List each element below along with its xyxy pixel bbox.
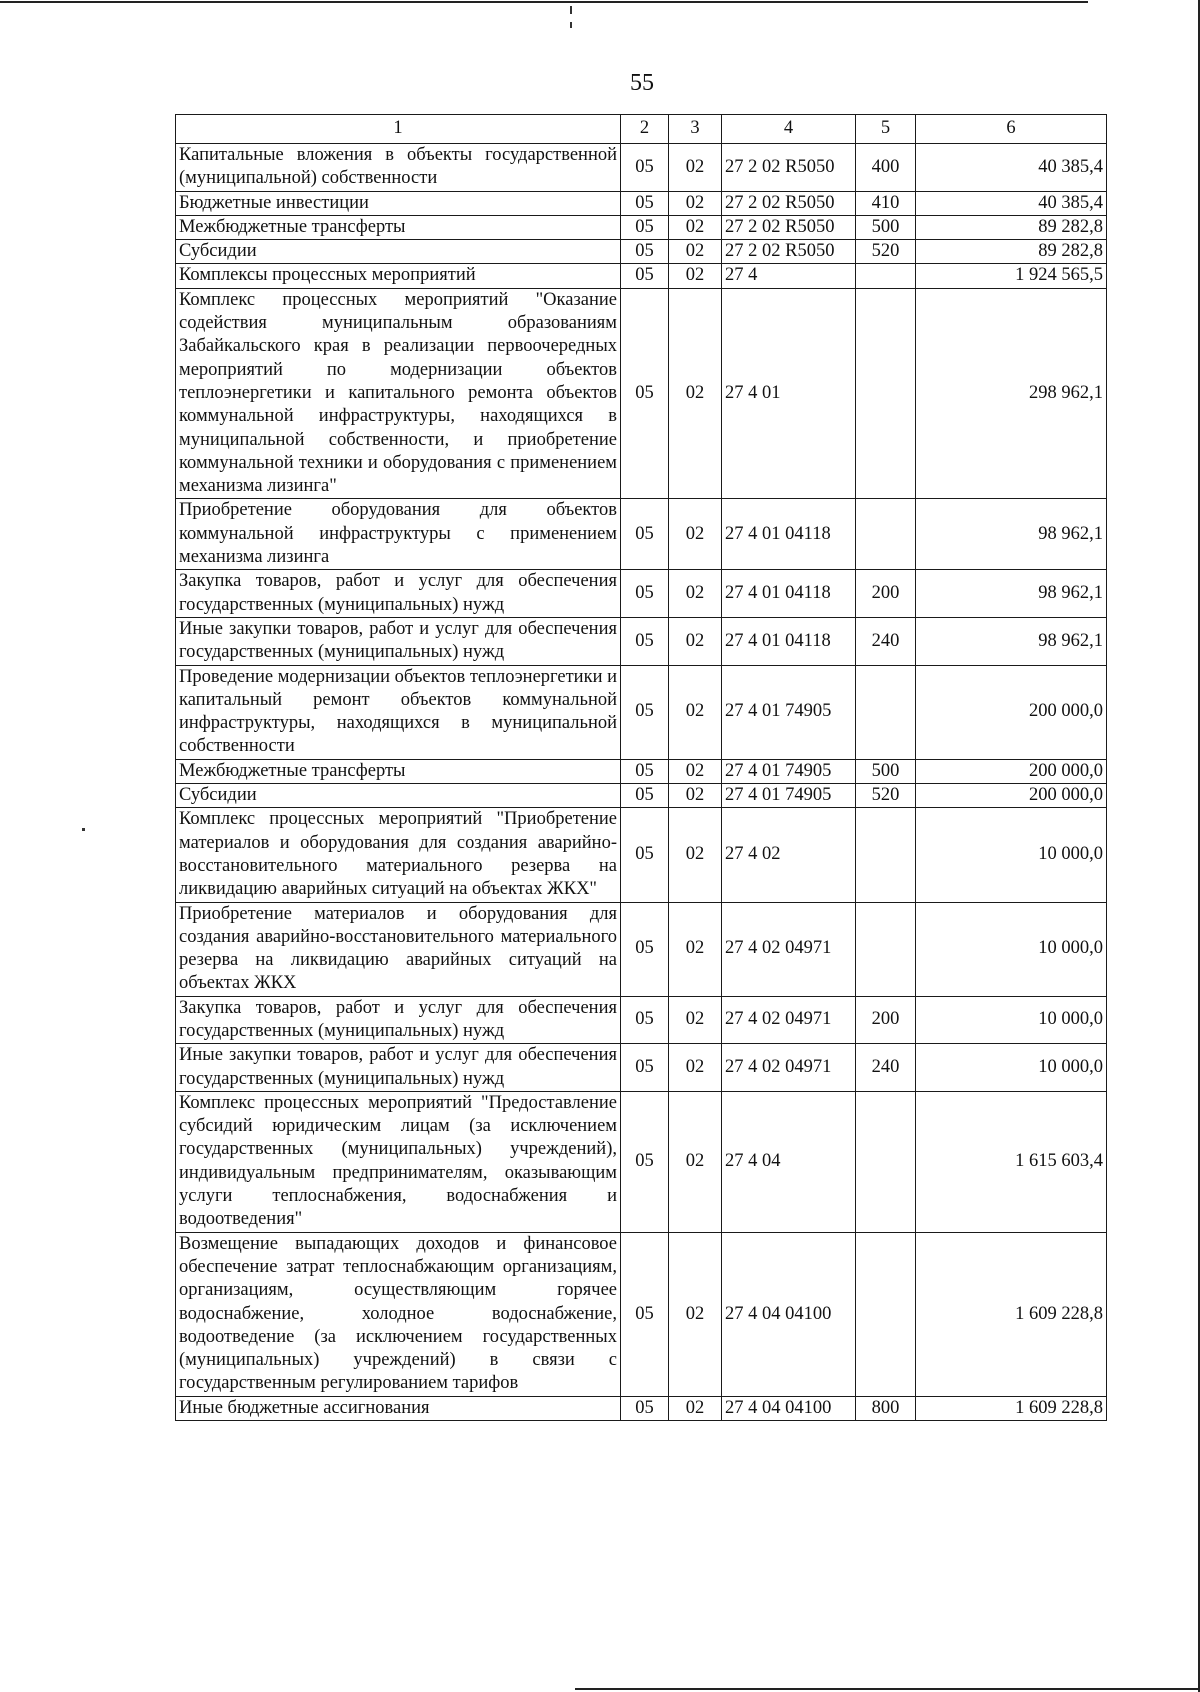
table-row (176, 264, 1107, 288)
table-row (176, 665, 1107, 759)
amount: 10 000,0 (916, 902, 1107, 996)
expense-type-code: 240 (856, 617, 916, 665)
scan-mark (570, 6, 572, 14)
section-code: 05 (621, 264, 669, 288)
section-code: 05 (621, 570, 669, 618)
section-code: 05 (621, 191, 669, 215)
subsection-code: 02 (669, 1044, 722, 1092)
expense-type-code (856, 1091, 916, 1232)
table-row (176, 570, 1107, 618)
page-number: 55 (630, 70, 654, 96)
target-code: 27 4 04 04100 (722, 1396, 856, 1420)
header-cell: 6 (916, 115, 1107, 144)
target-code: 27 2 02 R5050 (722, 144, 856, 192)
section-code: 05 (621, 996, 669, 1044)
expense-type-code (856, 288, 916, 499)
section-code: 05 (621, 617, 669, 665)
scan-mark (82, 828, 85, 831)
subsection-code: 02 (669, 144, 722, 192)
amount: 200 000,0 (916, 759, 1107, 783)
amount: 200 000,0 (916, 665, 1107, 759)
row-name: Межбюджетные трансферты (176, 215, 621, 239)
amount: 1 609 228,8 (916, 1232, 1107, 1396)
table-row (176, 215, 1107, 239)
amount: 1 609 228,8 (916, 1396, 1107, 1420)
subsection-code: 02 (669, 665, 722, 759)
section-code: 05 (621, 240, 669, 264)
target-code: 27 2 02 R5050 (722, 215, 856, 239)
header-cell: 2 (621, 115, 669, 144)
subsection-code: 02 (669, 808, 722, 902)
table-row (176, 759, 1107, 783)
section-code: 05 (621, 1396, 669, 1420)
row-name: Иные закупки товаров, работ и услуг для обеспечения государственных (муниципальных) нужд (176, 1044, 621, 1092)
row-name: Капитальные вложения в объекты государственной (муниципальной) собственности (176, 144, 621, 192)
table-row (176, 1044, 1107, 1092)
target-code: 27 4 02 (722, 808, 856, 902)
expense-type-code: 200 (856, 996, 916, 1044)
header-cell: 5 (856, 115, 916, 144)
expense-type-code: 800 (856, 1396, 916, 1420)
amount: 1 924 565,5 (916, 264, 1107, 288)
header-cell: 1 (176, 115, 621, 144)
amount: 89 282,8 (916, 215, 1107, 239)
row-name: Субсидии (176, 240, 621, 264)
row-name: Субсидии (176, 784, 621, 808)
amount: 98 962,1 (916, 617, 1107, 665)
table-row (176, 1396, 1107, 1420)
target-code: 27 4 02 04971 (722, 996, 856, 1044)
target-code: 27 4 02 04971 (722, 1044, 856, 1092)
row-name: Комплексы процессных мероприятий (176, 264, 621, 288)
table-row (176, 784, 1107, 808)
subsection-code: 02 (669, 288, 722, 499)
row-name: Приобретение оборудования для объектов коммунальной инфраструктуры с применением механизма лизинга (176, 499, 621, 570)
section-code: 05 (621, 665, 669, 759)
expense-type-code: 410 (856, 191, 916, 215)
expense-type-code: 200 (856, 570, 916, 618)
amount: 98 962,1 (916, 499, 1107, 570)
row-name: Возмещение выпадающих доходов и финансовое обеспечение затрат теплоснабжающим организациям, организациям, осуществляющим горячее водоснабжение, холодное водоснабжение, водоотведение (за исключением государственных (муниципальных) учреждений) в связи с государственным регулированием тарифов (176, 1232, 621, 1396)
row-name: Иные бюджетные ассигнования (176, 1396, 621, 1420)
header-row (176, 115, 1107, 144)
target-code: 27 4 01 04118 (722, 617, 856, 665)
section-code: 05 (621, 808, 669, 902)
row-name: Комплекс процессных мероприятий "Приобретение материалов и оборудования для создания аварийно-восстановительного материального резерва на ликвидацию аварийных ситуаций на объектах ЖКХ" (176, 808, 621, 902)
table-row (176, 499, 1107, 570)
expense-type-code: 500 (856, 215, 916, 239)
subsection-code: 02 (669, 570, 722, 618)
amount: 10 000,0 (916, 808, 1107, 902)
amount: 10 000,0 (916, 1044, 1107, 1092)
target-code: 27 4 01 04118 (722, 570, 856, 618)
expense-type-code (856, 902, 916, 996)
expense-type-code (856, 808, 916, 902)
amount: 89 282,8 (916, 240, 1107, 264)
amount: 10 000,0 (916, 996, 1107, 1044)
table-row (176, 617, 1107, 665)
amount: 1 615 603,4 (916, 1091, 1107, 1232)
section-code: 05 (621, 902, 669, 996)
subsection-code: 02 (669, 784, 722, 808)
row-name: Комплекс процессных мероприятий "Оказание содействия муниципальным образованиям Забайкальского края в реализации первоочередных мероприятий по модернизации объектов теплоэнергетики и капитального ремонта объектов коммунальной инфраструктуры, находящихся в муниципальной собственности, и приобретение коммунальной техники и оборудования с применением механизма лизинга" (176, 288, 621, 499)
amount: 40 385,4 (916, 144, 1107, 192)
subsection-code: 02 (669, 264, 722, 288)
expense-type-code (856, 499, 916, 570)
scan-edge-top (0, 1, 1088, 3)
table-row (176, 808, 1107, 902)
section-code: 05 (621, 499, 669, 570)
row-name: Закупка товаров, работ и услуг для обеспечения государственных (муниципальных) нужд (176, 570, 621, 618)
section-code: 05 (621, 144, 669, 192)
section-code: 05 (621, 759, 669, 783)
expense-type-code: 520 (856, 784, 916, 808)
expense-type-code (856, 665, 916, 759)
section-code: 05 (621, 1044, 669, 1092)
expense-type-code (856, 1232, 916, 1396)
target-code: 27 2 02 R5050 (722, 240, 856, 264)
subsection-code: 02 (669, 759, 722, 783)
subsection-code: 02 (669, 902, 722, 996)
subsection-code: 02 (669, 996, 722, 1044)
expense-type-code (856, 264, 916, 288)
row-name: Проведение модернизации объектов теплоэнергетики и капитальный ремонт объектов коммунальной инфраструктуры, находящихся в муниципальной собственности (176, 665, 621, 759)
subsection-code: 02 (669, 1091, 722, 1232)
header-cell: 3 (669, 115, 722, 144)
table-row (176, 288, 1107, 499)
row-name: Бюджетные инвестиции (176, 191, 621, 215)
expense-type-code: 520 (856, 240, 916, 264)
scan-mark (570, 22, 572, 28)
section-code: 05 (621, 1091, 669, 1232)
table-row (176, 240, 1107, 264)
target-code: 27 4 04 04100 (722, 1232, 856, 1396)
table-row (176, 144, 1107, 192)
row-name: Комплекс процессных мероприятий "Предоставление субсидий юридическим лицам (за исключением государственных (муниципальных) учреждений), индивидуальным предпринимателям, оказывающим услуги теплоснабжения, водоснабжения и водоотведения" (176, 1091, 621, 1232)
subsection-code: 02 (669, 191, 722, 215)
table-row (176, 1232, 1107, 1396)
target-code: 27 4 02 04971 (722, 902, 856, 996)
section-code: 05 (621, 288, 669, 499)
expense-type-code: 500 (856, 759, 916, 783)
section-code: 05 (621, 784, 669, 808)
budget-table (175, 114, 1107, 1421)
target-code: 27 4 01 74905 (722, 665, 856, 759)
amount: 40 385,4 (916, 191, 1107, 215)
table-row (176, 902, 1107, 996)
row-name: Иные закупки товаров, работ и услуг для обеспечения государственных (муниципальных) нужд (176, 617, 621, 665)
table-row (176, 996, 1107, 1044)
expense-type-code: 240 (856, 1044, 916, 1092)
table-row (176, 1091, 1107, 1232)
target-code: 27 4 01 74905 (722, 784, 856, 808)
target-code: 27 4 01 (722, 288, 856, 499)
section-code: 05 (621, 215, 669, 239)
subsection-code: 02 (669, 240, 722, 264)
row-name: Закупка товаров, работ и услуг для обеспечения государственных (муниципальных) нужд (176, 996, 621, 1044)
table-row (176, 191, 1107, 215)
row-name: Межбюджетные трансферты (176, 759, 621, 783)
target-code: 27 4 01 74905 (722, 759, 856, 783)
expense-type-code: 400 (856, 144, 916, 192)
subsection-code: 02 (669, 499, 722, 570)
amount: 98 962,1 (916, 570, 1107, 618)
subsection-code: 02 (669, 1232, 722, 1396)
target-code: 27 4 01 04118 (722, 499, 856, 570)
subsection-code: 02 (669, 1396, 722, 1420)
amount: 200 000,0 (916, 784, 1107, 808)
subsection-code: 02 (669, 617, 722, 665)
subsection-code: 02 (669, 215, 722, 239)
section-code: 05 (621, 1232, 669, 1396)
target-code: 27 2 02 R5050 (722, 191, 856, 215)
row-name: Приобретение материалов и оборудования для создания аварийно-восстановительного материального резерва на ликвидацию аварийных ситуаций на объектах ЖКХ (176, 902, 621, 996)
target-code: 27 4 04 (722, 1091, 856, 1232)
amount: 298 962,1 (916, 288, 1107, 499)
header-cell: 4 (722, 115, 856, 144)
target-code: 27 4 (722, 264, 856, 288)
scan-edge-bottom (575, 1688, 1200, 1690)
